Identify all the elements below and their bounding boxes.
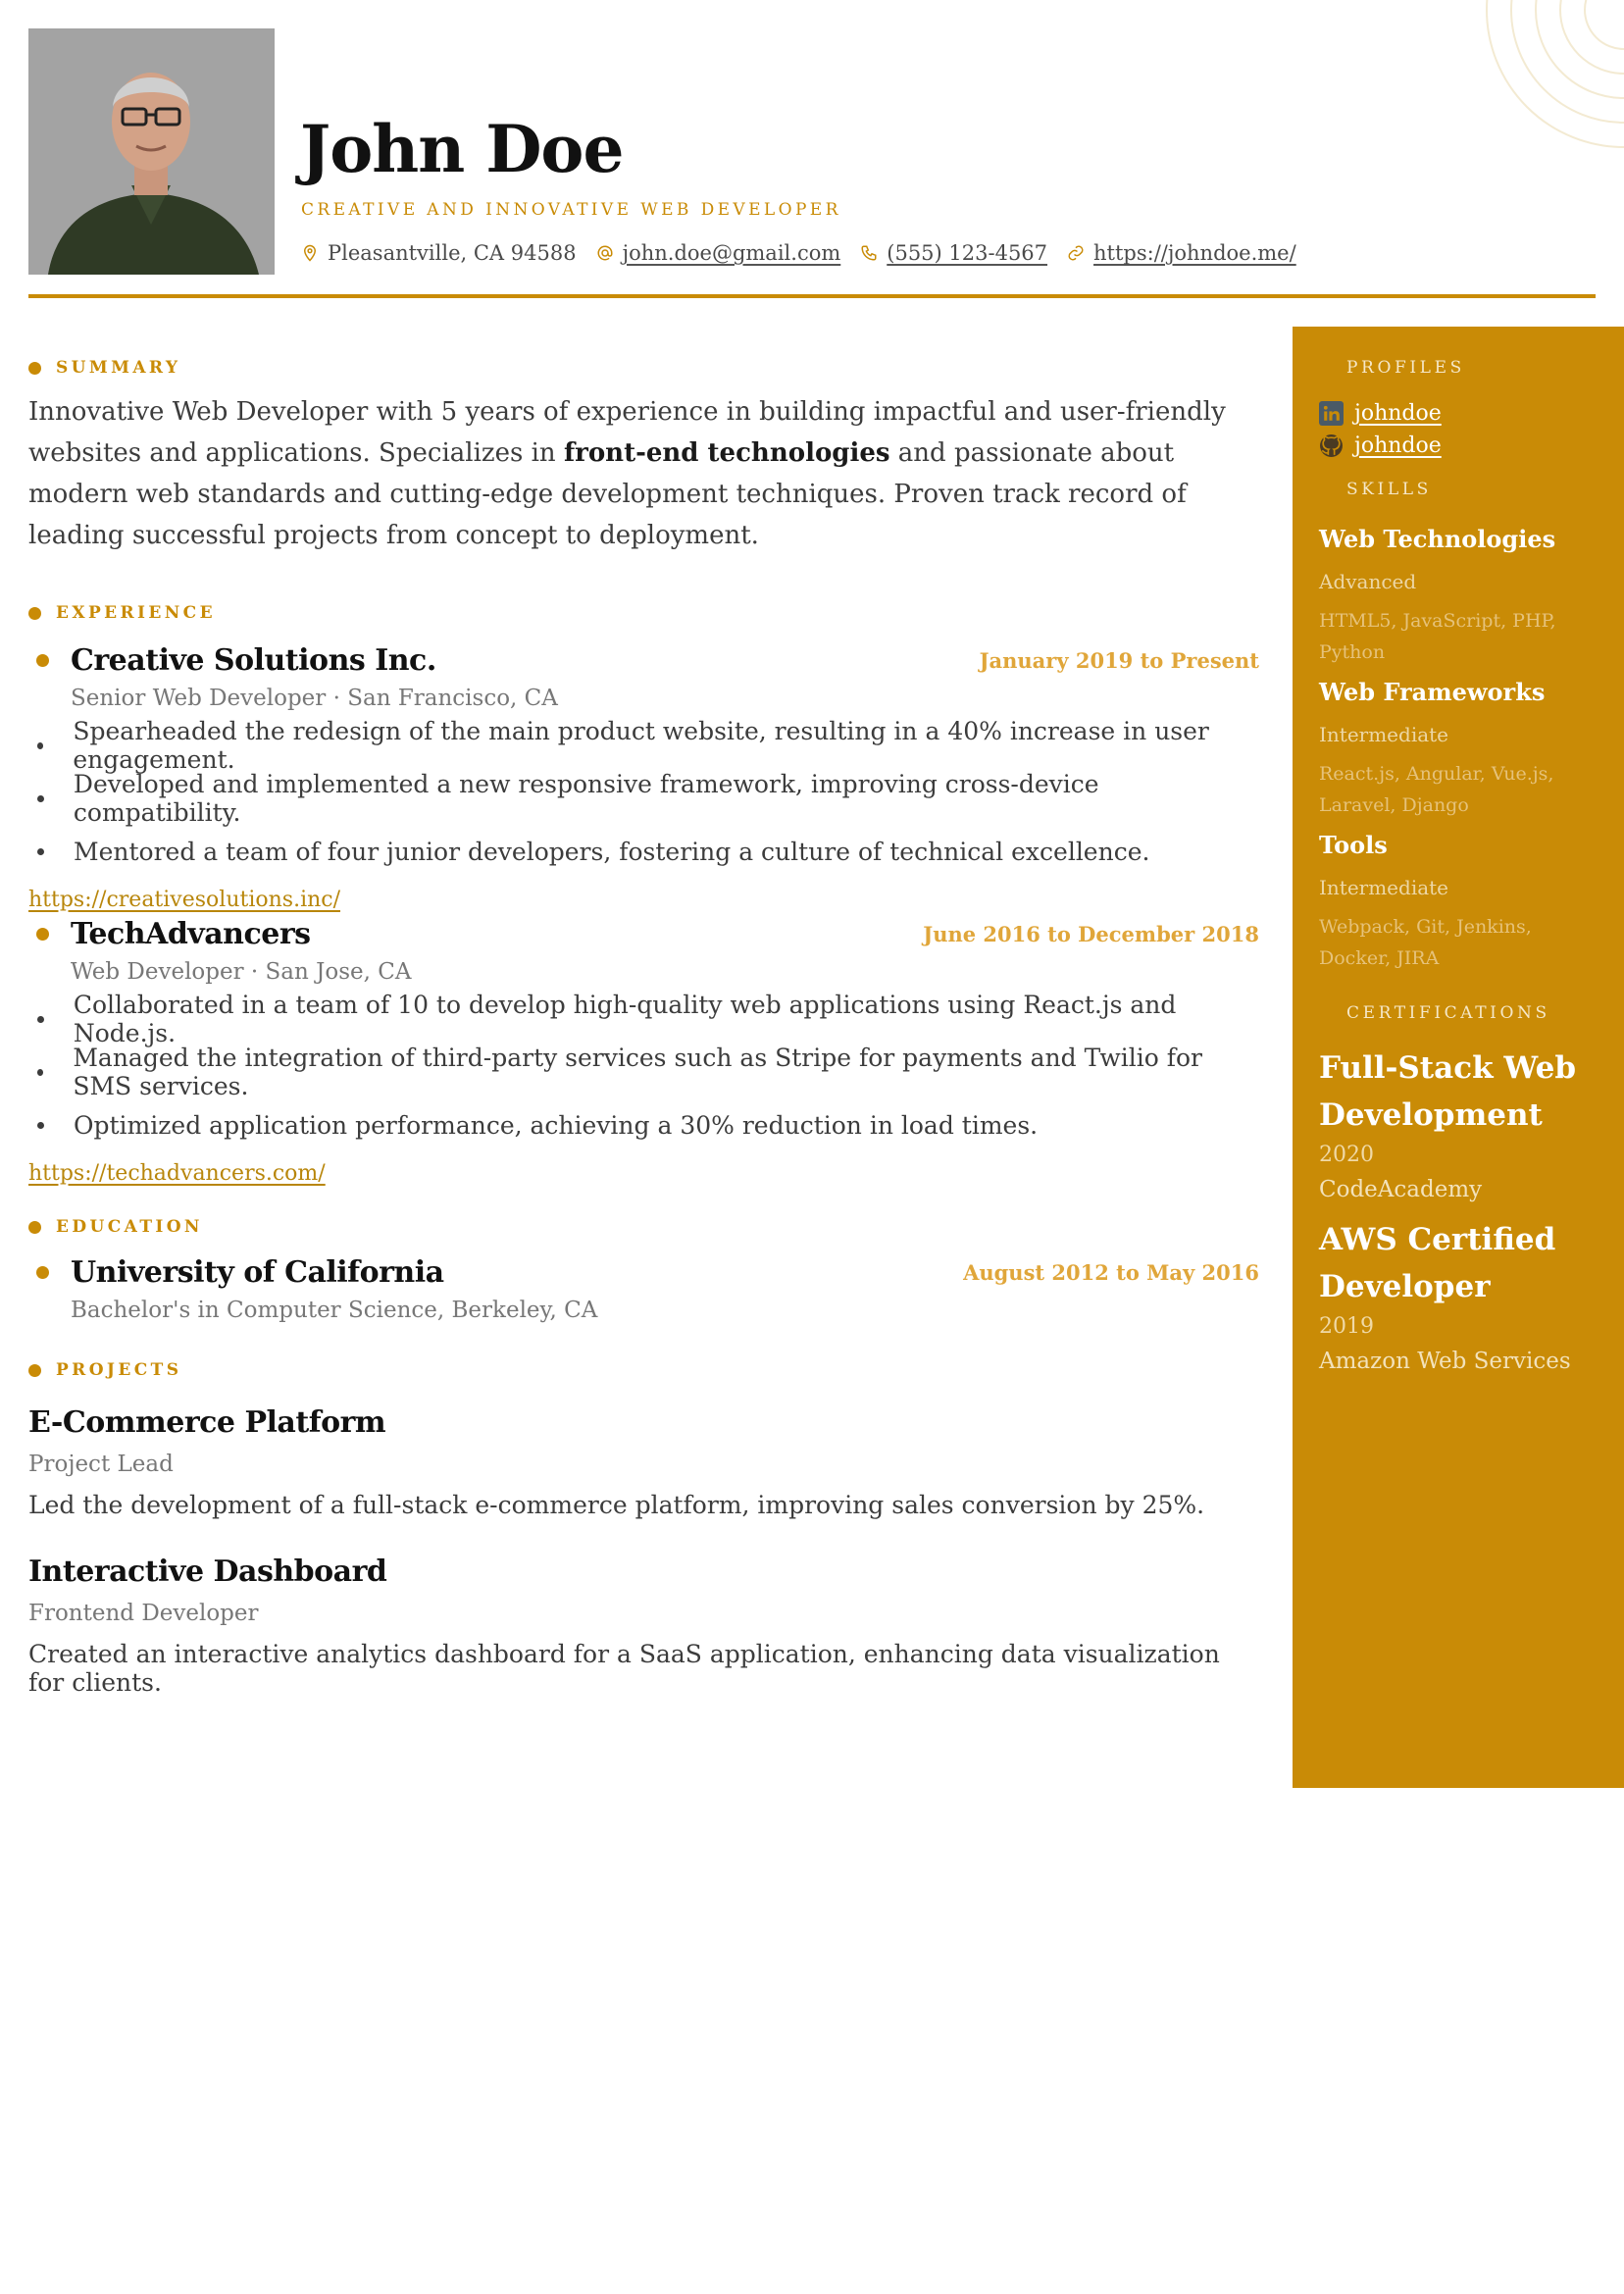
section-dot-icon bbox=[28, 1364, 41, 1377]
main-column bbox=[28, 356, 1259, 1697]
summary-text-part: and passionate about modern web standards and cutting-edge development techniques. Proven track record of leading successful projects from concept to deployment. bbox=[28, 438, 1187, 550]
section-heading-label: EDUCATION bbox=[56, 1217, 203, 1237]
achievement-item: Collaborated in a team of 10 to develop high-quality web applications using React.js and Node.js. bbox=[28, 993, 1259, 1045]
contact-phone[interactable] bbox=[860, 241, 1047, 265]
certification-issuer: CodeAcademy bbox=[1319, 1177, 1483, 1202]
header-divider bbox=[28, 294, 1596, 298]
skill-item bbox=[1293, 678, 1624, 821]
certification-item bbox=[1293, 1216, 1624, 1374]
position-location: Senior Web Developer · San Francisco, CA bbox=[71, 686, 558, 711]
entry-date: January 2019 to Present bbox=[979, 647, 1259, 673]
skill-item bbox=[1293, 831, 1624, 974]
sidebar-heading-certifications: CERTIFICATIONS bbox=[1346, 1003, 1550, 1023]
section-heading-education bbox=[28, 1215, 1259, 1239]
skill-level: Intermediate bbox=[1319, 876, 1449, 899]
company-url-link[interactable]: https://techadvancers.com/ bbox=[28, 1161, 326, 1186]
linkedin-icon bbox=[1319, 401, 1344, 426]
profile-linkedin[interactable] bbox=[1319, 397, 1624, 430]
certification-name: AWS Certified Developer bbox=[1319, 1222, 1556, 1304]
candidate-headline: CREATIVE AND INNOVATIVE WEB DEVELOPER bbox=[301, 200, 841, 220]
company-name: TechAdvancers bbox=[71, 916, 311, 951]
achievement-item: Mentored a team of four junior developers, fostering a culture of technical excellence. bbox=[28, 825, 1259, 878]
project-role: Frontend Developer bbox=[28, 1601, 259, 1626]
certification-name: Full-Stack Web Development bbox=[1319, 1050, 1577, 1133]
certification-year: 2020 bbox=[1319, 1143, 1374, 1167]
entry-date: August 2012 to May 2016 bbox=[963, 1259, 1259, 1285]
achievement-item: Spearheaded the redesign of the main product website, resulting in a 40% increase in user engagement. bbox=[28, 719, 1259, 772]
achievement-list bbox=[28, 993, 1259, 1151]
skill-name: Web Frameworks bbox=[1319, 678, 1546, 706]
company-name: Creative Solutions Inc. bbox=[71, 642, 436, 678]
section-dot-icon bbox=[28, 1221, 41, 1234]
project-title: Interactive Dashboard bbox=[28, 1555, 387, 1589]
skill-name: Web Technologies bbox=[1319, 525, 1556, 553]
section-heading-label: EXPERIENCE bbox=[56, 603, 216, 623]
project-title: E-Commerce Platform bbox=[28, 1405, 386, 1440]
contact-bar bbox=[301, 241, 1316, 265]
entry-dot-icon bbox=[36, 928, 49, 941]
location-text: Pleasantville, CA 94588 bbox=[328, 241, 577, 265]
school-name: University of California bbox=[71, 1254, 444, 1290]
profile-username[interactable]: johndoe bbox=[1354, 401, 1442, 426]
link-icon bbox=[1067, 244, 1085, 262]
degree-location: Bachelor's in Computer Science, Berkeley, CA bbox=[71, 1298, 598, 1323]
sidebar-heading-profiles: PROFILES bbox=[1346, 358, 1465, 378]
sidebar bbox=[1293, 327, 1624, 1788]
entry-dot-icon bbox=[36, 654, 49, 667]
achievement-item: Optimized application performance, achieving a 30% reduction in load times. bbox=[28, 1098, 1259, 1151]
phone-icon bbox=[860, 244, 878, 262]
phone-link[interactable]: (555) 123-4567 bbox=[887, 241, 1048, 265]
website-link[interactable]: https://johndoe.me/ bbox=[1093, 241, 1296, 265]
project-description: Led the development of a full-stack e-commerce platform, improving sales conversion by 25%. bbox=[28, 1491, 1205, 1519]
position-location: Web Developer · San Jose, CA bbox=[71, 959, 412, 985]
education-item bbox=[28, 1252, 1259, 1323]
project-description: Created an interactive analytics dashboard for a SaaS application, enhancing data visualization for clients. bbox=[28, 1640, 1220, 1697]
at-sign-icon bbox=[596, 244, 614, 262]
decorative-rings bbox=[1447, 0, 1624, 157]
project-item bbox=[28, 1405, 1259, 1519]
project-item bbox=[28, 1555, 1259, 1697]
sidebar-heading-skills: SKILLS bbox=[1346, 480, 1432, 499]
achievement-list bbox=[28, 719, 1259, 878]
section-heading-summary bbox=[28, 356, 1259, 380]
profile-username[interactable]: johndoe bbox=[1354, 433, 1442, 458]
experience-item bbox=[28, 914, 1259, 1186]
company-url-link[interactable]: https://creativesolutions.inc/ bbox=[28, 888, 341, 912]
email-link[interactable]: john.doe@gmail.com bbox=[622, 241, 841, 265]
profile-photo bbox=[28, 28, 275, 275]
skill-level: Intermediate bbox=[1319, 723, 1449, 746]
section-heading-label: PROJECTS bbox=[56, 1360, 182, 1380]
summary-text bbox=[28, 391, 1254, 556]
contact-email[interactable] bbox=[596, 241, 841, 265]
certification-year: 2019 bbox=[1319, 1314, 1374, 1339]
skill-name: Tools bbox=[1319, 831, 1388, 859]
achievement-item: Managed the integration of third-party services such as Stripe for payments and Twilio for SMS services. bbox=[28, 1045, 1259, 1098]
contact-location bbox=[301, 241, 577, 265]
profile-github[interactable] bbox=[1319, 430, 1624, 462]
github-icon bbox=[1319, 433, 1344, 458]
skill-keywords: Webpack, Git, Jenkins, Docker, JIRA bbox=[1319, 916, 1532, 969]
project-role: Project Lead bbox=[28, 1452, 174, 1477]
section-heading-label: SUMMARY bbox=[56, 358, 181, 378]
section-dot-icon bbox=[28, 362, 41, 375]
summary-text-part: Innovative Web Developer with 5 years of experience in building impactful and user-friendly websites and applications. Specializes in bbox=[28, 397, 1226, 468]
entry-dot-icon bbox=[36, 1266, 49, 1279]
map-pin-icon bbox=[301, 244, 319, 262]
entry-date: June 2016 to December 2018 bbox=[923, 921, 1259, 946]
section-heading-experience bbox=[28, 601, 1259, 625]
summary-text-bold: front-end technologies bbox=[563, 438, 890, 468]
candidate-name: John Doe bbox=[300, 111, 624, 187]
skill-keywords: HTML5, JavaScript, PHP, Python bbox=[1319, 610, 1556, 663]
certification-issuer: Amazon Web Services bbox=[1319, 1349, 1571, 1374]
achievement-item: Developed and implemented a new responsive framework, improving cross-device compatibility. bbox=[28, 772, 1259, 825]
skill-level: Advanced bbox=[1319, 570, 1417, 593]
skill-item bbox=[1293, 525, 1624, 668]
section-dot-icon bbox=[28, 607, 41, 620]
skill-keywords: React.js, Angular, Vue.js, Laravel, Django bbox=[1319, 763, 1554, 816]
section-heading-projects bbox=[28, 1358, 1259, 1382]
experience-item bbox=[28, 640, 1259, 912]
certification-item bbox=[1293, 1045, 1624, 1202]
contact-website[interactable] bbox=[1067, 241, 1296, 265]
